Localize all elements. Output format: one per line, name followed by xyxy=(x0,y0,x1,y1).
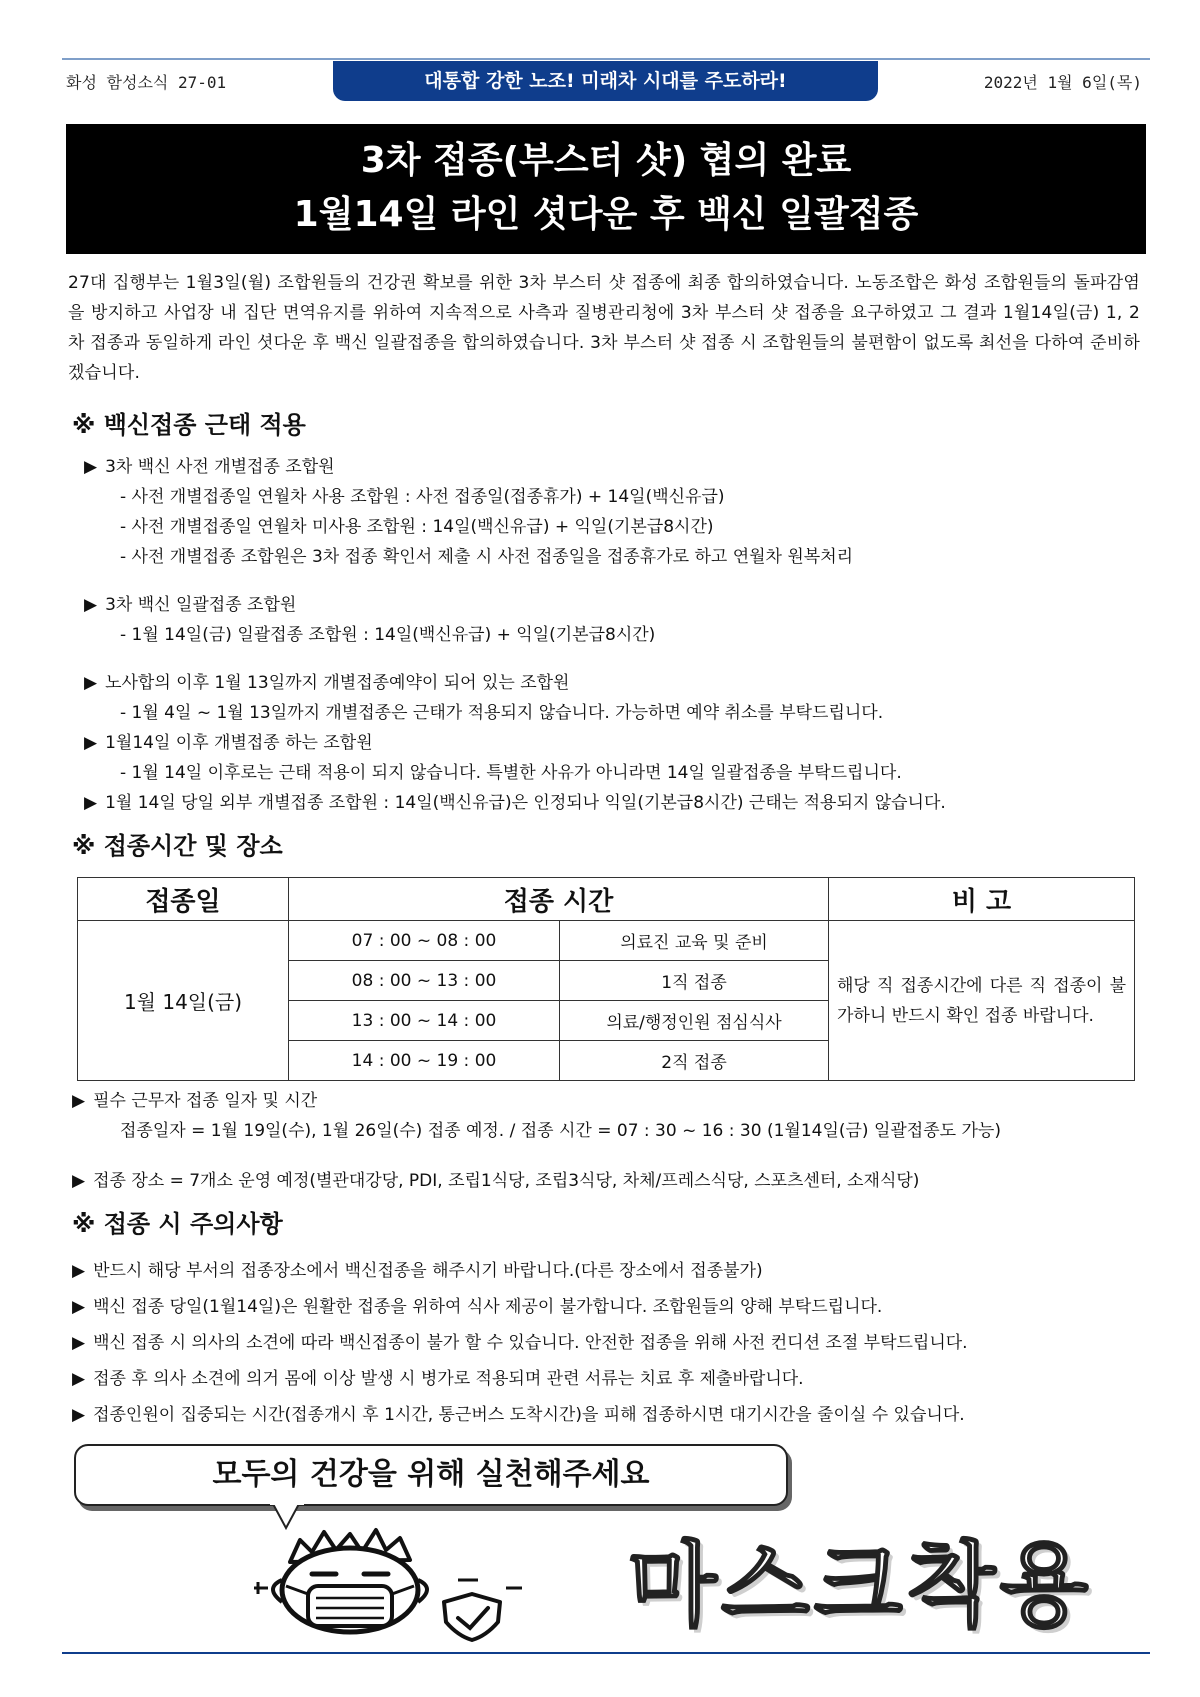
triangle-bullet-icon: ▶ xyxy=(72,1091,86,1111)
list-item: ▶ 3차 백신 사전 개별접종 조합원 xyxy=(84,457,335,477)
task-cell: 의료/행정인원 점심식사 xyxy=(560,1001,829,1041)
list-item: ▶ 백신 접종 시 의사의 소견에 따라 백신접종이 불가 할 수 있습니다. 안전한 접종을 위해 사전 컨디션 조절 부탁드립니다. xyxy=(72,1333,968,1353)
triangle-bullet-icon: ▶ xyxy=(84,733,98,753)
top-rule xyxy=(62,58,1150,60)
intro-paragraph: 27대 집행부는 1월3일(월) 조합원들의 건강권 확보를 위한 3차 부스터 샷 접종에 최종 합의하였습니다. 노동조합은 화성 조합원들의 돌파감염을 방지하고 사업장 내 집단 면역유지를 위하여 지속적으로 사측과 질병관리청에 3차 부스터 샷 접종을 요구하였고 그 결과 1월14일(금) 1, 2차 접종과 동일하게 라인 셧다운 후 백신 일괄접종을 합의하였습니다. 3차 부스터 샷 접종 시 조합원들의 불편함이 없도록 최선을 다하여 준비하겠습니다. xyxy=(68,273,1140,383)
headline-line-1: 3차 접종(부스터 샷) 협의 완료 xyxy=(360,140,852,181)
table-row xyxy=(78,921,1135,961)
list-item: ▶ 접종인원이 집중되는 시간(접종개시 후 1시간, 통근버스 도착시간)을 피해 접종하시면 대기시간을 줄이실 수 있습니다. xyxy=(72,1405,965,1425)
list-item: ▶ 1월14일 이후 개별접종 하는 조합원 xyxy=(84,733,373,753)
list-item: ▶ 노사합의 이후 1월 13일까지 개별접종예약이 되어 있는 조합원 xyxy=(84,673,570,693)
triangle-bullet-icon: ▶ xyxy=(72,1171,86,1191)
list-item: ▶ 접종 후 의사 소견에 의거 몸에 이상 발생 시 병가로 적용되며 관련 서류는 치료 후 제출바랍니다. xyxy=(72,1369,804,1389)
list-item: ▶ 백신 접종 당일(1월14일)은 원활한 접종을 위하여 식사 제공이 불가합니다. 조합원들의 양해 부탁드립니다. xyxy=(72,1297,883,1317)
vaccination-place: ▶ 접종 장소 = 7개소 운영 예정(별관대강당, PDI, 조립1식당, 조립3식당, 차체/프레스식당, 스포츠센터, 소재식당) xyxy=(72,1171,920,1191)
headline-box xyxy=(66,124,1146,254)
triangle-bullet-icon: ▶ xyxy=(84,457,98,477)
triangle-bullet-icon: ▶ xyxy=(72,1261,86,1281)
column-header-date: 접종일 xyxy=(78,878,289,921)
triangle-bullet-icon: ▶ xyxy=(72,1333,86,1353)
list-item: ▶ 1월 14일 당일 외부 개별접종 조합원 : 14일(백신유급)은 인정되나 익일(기본급8시간) 근태는 적용되지 않습니다. xyxy=(84,793,946,813)
triangle-bullet-icon: ▶ xyxy=(84,673,98,693)
list-item: ▶ 반드시 해당 부서의 접종장소에서 백신접종을 해주시기 바랍니다.(다른 장소에서 접종불가) xyxy=(72,1261,763,1281)
list-item: ▶ 3차 백신 일괄접종 조합원 xyxy=(84,595,297,615)
list-item: - 1월 14일(금) 일괄접종 조합원 : 14일(백신유급) + 익일(기본급8시간) xyxy=(120,625,656,645)
slogan-banner: 대통합 강한 노조! 미래차 시대를 주도하라! xyxy=(333,61,878,101)
essential-worker-title: ▶ 필수 근무자 접종 일자 및 시간 xyxy=(72,1091,318,1111)
triangle-bullet-icon: ▶ xyxy=(84,793,98,813)
task-cell: 2직 접종 xyxy=(560,1041,829,1081)
column-header-time: 접종 시간 xyxy=(289,878,829,921)
triangle-bullet-icon: ▶ xyxy=(72,1369,86,1389)
time-cell: 07 : 00 ~ 08 : 00 xyxy=(289,921,560,961)
list-item: - 사전 개별접종일 연월차 사용 조합원 : 사전 접종일(접종휴가) + 14일(백신유급) xyxy=(120,487,725,507)
column-header-note: 비 고 xyxy=(829,878,1135,921)
task-cell: 1직 접종 xyxy=(560,961,829,1001)
list-item: - 1월 4일 ~ 1월 13일까지 개별접종은 근태가 적용되지 않습니다. 가능하면 예약 취소를 부탁드립니다. xyxy=(120,703,884,723)
essential-worker-detail: 접종일자 = 1월 19일(수), 1월 26일(수) 접종 예정. / 접종 시간 = 07 : 30 ~ 16 : 30 (1월14일(금) 일괄접종도 가능) xyxy=(120,1121,1001,1141)
note-cell: 해당 직 접종시간에 다른 직 접종이 불가하니 반드시 확인 접종 바랍니다. xyxy=(829,921,1135,1081)
list-item: - 사전 개별접종일 연월차 미사용 조합원 : 14일(백신유급) + 익일(기본급8시간) xyxy=(120,517,714,537)
bottom-rule xyxy=(62,1652,1150,1654)
speech-bubble: 모두의 건강을 위해 실천해주세요 xyxy=(74,1444,788,1506)
issue-label: 화성 함성소식 27-01 xyxy=(66,73,227,92)
headline-line-2: 1월14일 라인 셧다운 후 백신 일괄접종 xyxy=(293,194,919,235)
mask-wearing-text: 마스크착용 xyxy=(628,1532,1093,1639)
triangle-bullet-icon: ▶ xyxy=(72,1297,86,1317)
schedule-table xyxy=(77,877,1135,1081)
section-heading-schedule: ※ 접종시간 및 장소 xyxy=(72,832,283,860)
section-heading-cautions: ※ 접종 시 주의사항 xyxy=(72,1210,283,1238)
issue-date: 2022년 1월 6일(목) xyxy=(983,73,1142,92)
time-cell: 08 : 00 ~ 13 : 00 xyxy=(289,961,560,1001)
masked-person-icon xyxy=(250,1522,530,1642)
time-cell: 14 : 00 ~ 19 : 00 xyxy=(289,1041,560,1081)
triangle-bullet-icon: ▶ xyxy=(84,595,98,615)
time-cell: 13 : 00 ~ 14 : 00 xyxy=(289,1001,560,1041)
section-heading-attendance: ※ 백신접종 근태 적용 xyxy=(72,411,306,439)
table-header-row xyxy=(78,878,1135,921)
triangle-bullet-icon: ▶ xyxy=(72,1405,86,1425)
list-item: - 1월 14일 이후로는 근태 적용이 되지 않습니다. 특별한 사유가 아니라면 14일 일괄접종을 부탁드립니다. xyxy=(120,763,902,783)
vaccination-date-cell: 1월 14일(금) xyxy=(78,921,289,1081)
list-item: - 사전 개별접종 조합원은 3차 접종 확인서 제출 시 사전 접종일을 접종휴가로 하고 연월차 원복처리 xyxy=(120,547,854,567)
task-cell: 의료진 교육 및 준비 xyxy=(560,921,829,961)
